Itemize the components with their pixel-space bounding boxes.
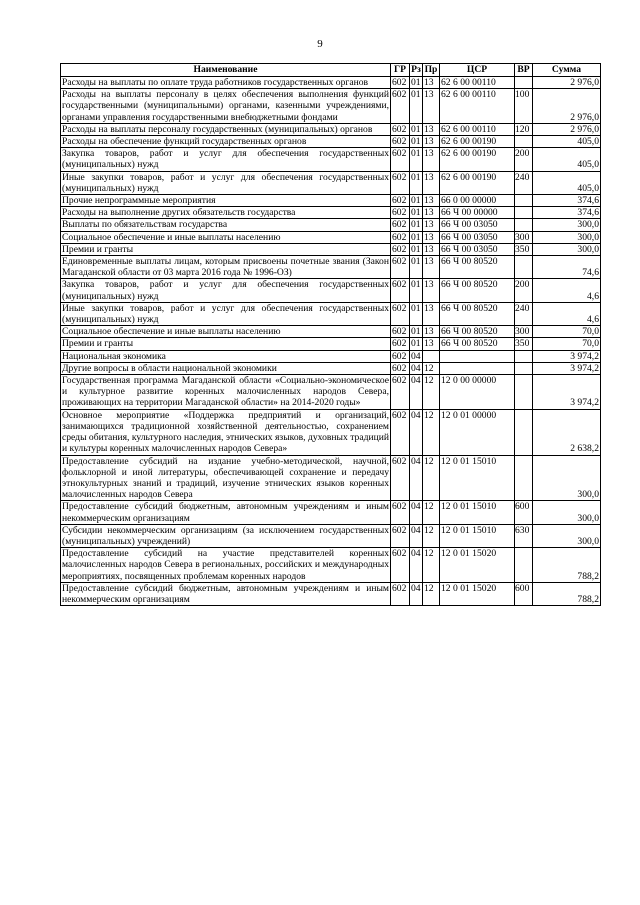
row-csr: 12 0 01 15020 [440, 582, 515, 605]
row-name: Расходы на выплаты персоналу государственных (муниципальных) органов [61, 123, 391, 135]
row-gr: 602 [391, 89, 410, 124]
header-rz: Рз [411, 64, 421, 75]
row-sum: 2 976,0 [533, 77, 601, 89]
row-name: Предоставление субсидий бюджетным, автономным учреждениям и иным некоммерческим организациям [62, 501, 389, 524]
row-rz: 01 [410, 148, 423, 171]
table-row [61, 362, 601, 374]
row-vr [515, 207, 533, 219]
row-gr: 602 [391, 501, 410, 524]
table-row [61, 256, 601, 279]
row-rz: 01 [411, 326, 421, 338]
row-name: Иные закупки товаров, работ и услуг для обеспечения государственных (муниципальных) нужд [62, 302, 389, 326]
row-name: Единовременные выплаты лицам, которым присвоены почетные звания (Закон Магаданской области от 03 марта 2016 года № 1996-ОЗ) [62, 256, 389, 279]
row-vr [515, 409, 533, 455]
row-vr: 600 [515, 582, 533, 605]
row-name: Прочие непрограммные мероприятия [61, 195, 391, 207]
row-gr: 602 [391, 582, 410, 605]
row-name: Предоставление субсидий бюджетным, автономным учреждениям и иным некоммерческим организациям [62, 582, 389, 605]
row-csr: 12 0 01 15010 [440, 501, 515, 524]
row-sum: 2 638,2 [533, 409, 601, 455]
row-name: Другие вопросы в области национальной экономики [61, 362, 391, 374]
row-csr: 62 6 00 00110 [440, 123, 515, 135]
row-csr: 12 0 01 00000 [440, 409, 515, 455]
row-gr: 602 [391, 123, 410, 135]
row-sum: 2 976,0 [533, 123, 601, 135]
row-rz: 04 [410, 582, 423, 605]
row-pr: 13 [423, 89, 440, 124]
row-csr: 62 6 00 00190 [440, 136, 515, 148]
row-sum: 3 974,2 [533, 375, 601, 410]
row-name: Национальная экономика [61, 350, 391, 362]
table-row [61, 375, 601, 410]
row-csr: 62 6 00 00190 [440, 171, 515, 194]
row-vr: 200 [515, 148, 533, 171]
row-pr: 13 [423, 326, 440, 338]
row-rz: 04 [410, 501, 423, 524]
row-vr [515, 362, 533, 374]
row-pr: 12 [423, 582, 440, 605]
row-name: Предоставление субсидий на издание учебно-методической, научной, фольклорной и иной литературы, обеспечивающей сохранение и передачу этнокультурных знаний и традиций, изучение этнических языков коренных малочисленных народов Севера [62, 455, 389, 501]
row-pr: 12 [423, 501, 440, 524]
row-vr: 200 [515, 279, 533, 302]
row-sum: 300,0 [533, 219, 601, 231]
header-gr: ГР [391, 64, 410, 77]
row-sum: 70,0 [533, 326, 601, 338]
row-sum: 300,0 [533, 231, 601, 243]
row-rz: 04 [411, 350, 421, 362]
row-pr: 13 [423, 219, 440, 231]
row-sum: 74,6 [533, 256, 601, 279]
table-header-row [61, 64, 601, 77]
row-name: Расходы на выполнение других обязательств государства [61, 207, 391, 219]
row-csr: 62 6 00 00110 [440, 89, 515, 124]
row-vr: 240 [515, 171, 533, 194]
row-csr: 12 0 01 15010 [440, 455, 515, 501]
row-name: Выплаты по обязательствам государства [61, 219, 391, 231]
table-row [61, 231, 601, 243]
row-sum: 3 974,2 [533, 362, 601, 374]
row-sum: 300,0 [533, 501, 601, 524]
table-row [61, 207, 601, 219]
row-pr: 13 [423, 302, 440, 325]
row-rz: 01 [410, 171, 423, 194]
row-sum: 2 976,0 [533, 89, 601, 124]
row-pr: 13 [423, 195, 440, 207]
row-vr: 120 [515, 123, 533, 135]
row-csr: 66 Ч 00 80520 [440, 326, 515, 338]
row-vr [515, 455, 533, 501]
row-name: Предоставление субсидий на участие представителей коренных малочисленных народов Севера в региональных, российских и международных мероприятиях, посвященных проблемам коренных народов [62, 548, 389, 582]
row-name: Расходы на обеспечение функций государственных органов [61, 136, 391, 148]
row-sum: 405,0 [533, 148, 601, 171]
table-row [61, 243, 601, 255]
table-row [61, 548, 601, 583]
row-gr: 602 [391, 219, 410, 231]
row-sum: 374,6 [533, 195, 601, 207]
row-name: Социальное обеспечение и иные выплаты населению [61, 231, 391, 243]
row-sum: 788,2 [533, 582, 601, 605]
row-name: Иные закупки товаров, работ и услуг для обеспечения государственных (муниципальных) нужд [62, 171, 389, 194]
row-sum: 4,6 [533, 302, 601, 325]
page-number: 9 [317, 38, 323, 50]
row-pr: 12 [423, 524, 440, 547]
table-row [61, 279, 601, 302]
row-csr [440, 350, 515, 362]
row-pr: 13 [423, 136, 440, 148]
row-csr: 66 Ч 00 80520 [440, 256, 515, 279]
row-rz: 01 [411, 338, 421, 350]
table-row [61, 582, 601, 605]
row-vr [515, 375, 533, 410]
row-sum: 300,0 [533, 243, 601, 255]
row-gr: 602 [391, 375, 410, 410]
table-row [61, 326, 601, 338]
row-sum: 300,0 [533, 524, 601, 547]
row-name: Расходы на выплаты по оплате труда работников государственных органов [61, 77, 391, 89]
row-name: Субсидии некоммерческим организациям (за исключением государственных (муниципальных) учреждений) [62, 524, 389, 547]
row-csr: 12 0 01 15020 [440, 548, 515, 583]
row-rz: 01 [411, 195, 421, 207]
row-vr [515, 77, 533, 89]
row-csr: 66 0 00 00000 [440, 195, 515, 207]
row-pr: 13 [423, 148, 440, 171]
row-vr: 630 [515, 524, 533, 547]
table-row [61, 501, 601, 524]
row-pr: 13 [423, 171, 440, 194]
row-rz: 01 [411, 136, 421, 148]
row-gr: 602 [391, 350, 410, 362]
row-pr: 13 [423, 256, 440, 279]
row-pr: 13 [423, 123, 440, 135]
row-vr: 350 [515, 243, 533, 255]
row-name: Социальное обеспечение и иные выплаты населению [61, 326, 391, 338]
row-pr: 12 [423, 455, 440, 501]
table-row [61, 77, 601, 89]
table-row [61, 195, 601, 207]
row-gr: 602 [391, 77, 410, 89]
row-vr [515, 136, 533, 148]
row-pr [423, 350, 440, 362]
row-rz: 01 [410, 302, 423, 325]
row-sum: 374,6 [533, 207, 601, 219]
row-name: Премии и гранты [61, 243, 391, 255]
row-sum: 405,0 [533, 171, 601, 194]
row-gr: 602 [391, 362, 410, 374]
header-name: Наименование [61, 64, 391, 77]
row-rz: 01 [411, 243, 421, 255]
row-gr: 602 [391, 326, 410, 338]
row-pr: 13 [423, 338, 440, 350]
header-sum: Сумма [533, 64, 601, 77]
row-pr: 12 [423, 362, 440, 374]
table-row [61, 136, 601, 148]
row-sum: 405,0 [533, 136, 601, 148]
row-csr [440, 362, 515, 374]
header-vr: ВР [515, 64, 533, 77]
row-gr: 602 [391, 455, 410, 501]
table-row [61, 524, 601, 547]
row-vr: 300 [515, 326, 533, 338]
row-pr: 13 [423, 243, 440, 255]
row-pr: 13 [423, 77, 440, 89]
row-name: Премии и гранты [61, 338, 391, 350]
row-gr: 602 [391, 243, 410, 255]
row-rz: 04 [410, 524, 423, 547]
row-gr: 602 [391, 195, 410, 207]
row-rz: 04 [410, 409, 423, 455]
row-pr: 13 [423, 231, 440, 243]
row-gr: 602 [391, 231, 410, 243]
row-sum: 70,0 [533, 338, 601, 350]
row-gr: 602 [391, 338, 410, 350]
table-row [61, 455, 601, 501]
header-csr: ЦСР [440, 64, 515, 77]
row-vr [515, 256, 533, 279]
row-name: Закупка товаров, работ и услуг для обеспечения государственных (муниципальных) нужд [62, 279, 389, 302]
row-rz: 01 [411, 77, 421, 88]
table-row [61, 89, 601, 124]
row-csr: 12 0 01 15010 [440, 524, 515, 547]
header-pr: Пр [423, 64, 440, 77]
row-vr [515, 195, 533, 207]
row-csr: 62 6 00 00110 [440, 77, 515, 89]
row-rz: 04 [411, 362, 421, 374]
table-row [61, 302, 601, 325]
row-pr: 13 [423, 279, 440, 302]
row-vr: 240 [515, 302, 533, 325]
row-csr: 66 Ч 00 00000 [440, 207, 515, 219]
row-rz: 01 [411, 207, 421, 219]
row-sum: 788,2 [533, 548, 601, 583]
row-csr: 66 Ч 00 80520 [440, 302, 515, 325]
row-rz: 01 [410, 256, 423, 279]
row-pr: 12 [423, 409, 440, 455]
row-vr: 600 [515, 501, 533, 524]
row-name: Закупка товаров, работ и услуг для обеспечения государственных (муниципальных) нужд [62, 148, 389, 171]
table-row [61, 409, 601, 455]
row-name: Расходы на выплаты персоналу в целях обеспечения выполнения функций государственными (муниципальными) органами, казенными учреждениями, органами управления государственными внебюджетными фондами [62, 89, 389, 123]
row-csr: 62 6 00 00190 [440, 148, 515, 171]
row-name: Государственная программа Магаданской области «Социально-экономическое и культурное развитие коренных малочисленных народов Севера, проживающих на территории Магаданской области» на 2014-2020 годы» [62, 375, 389, 409]
row-vr: 350 [515, 338, 533, 350]
row-gr: 602 [391, 207, 410, 219]
row-csr: 66 Ч 00 03050 [440, 231, 515, 243]
table-body [61, 77, 601, 606]
row-csr: 12 0 00 00000 [440, 375, 515, 410]
table-row [61, 123, 601, 135]
row-rz: 04 [410, 375, 423, 410]
row-gr: 602 [391, 524, 410, 547]
table-row [61, 219, 601, 231]
row-rz: 04 [410, 455, 423, 501]
budget-table [60, 63, 601, 606]
row-sum: 4,6 [533, 279, 601, 302]
row-csr: 66 Ч 00 80520 [440, 279, 515, 302]
row-gr: 602 [391, 148, 410, 171]
row-sum: 300,0 [533, 455, 601, 501]
row-csr: 66 Ч 00 03050 [440, 219, 515, 231]
row-sum: 3 974,2 [533, 350, 601, 362]
row-vr [515, 350, 533, 362]
row-csr: 66 Ч 00 80520 [440, 338, 515, 350]
row-vr: 300 [515, 231, 533, 243]
row-name: Основное мероприятие «Поддержка предприятий и организаций, занимающихся традиционной хозяйственной деятельностью, сохранением среды обитания, культурного наследия, этнических языков, духовных традиций и культуры коренных малочисленных народов Севера» [62, 409, 389, 455]
row-vr [515, 219, 533, 231]
row-rz: 04 [410, 548, 423, 583]
row-rz: 01 [410, 89, 423, 124]
row-pr: 12 [423, 548, 440, 583]
row-rz: 01 [411, 231, 421, 243]
row-pr: 13 [423, 207, 440, 219]
row-gr: 602 [391, 279, 410, 302]
row-csr: 66 Ч 00 03050 [440, 243, 515, 255]
table-row [61, 338, 601, 350]
row-rz: 01 [410, 279, 423, 302]
table-row [61, 148, 601, 171]
row-rz: 01 [411, 219, 421, 231]
row-rz: 01 [411, 123, 421, 135]
row-vr: 100 [515, 89, 533, 124]
row-gr: 602 [391, 171, 410, 194]
row-gr: 602 [391, 548, 410, 583]
row-gr: 602 [391, 256, 410, 279]
row-gr: 602 [391, 302, 410, 325]
table-row [61, 350, 601, 362]
row-gr: 602 [391, 136, 410, 148]
row-vr [515, 548, 533, 583]
row-pr: 12 [423, 375, 440, 410]
row-gr: 602 [391, 409, 410, 455]
table-row [61, 171, 601, 194]
